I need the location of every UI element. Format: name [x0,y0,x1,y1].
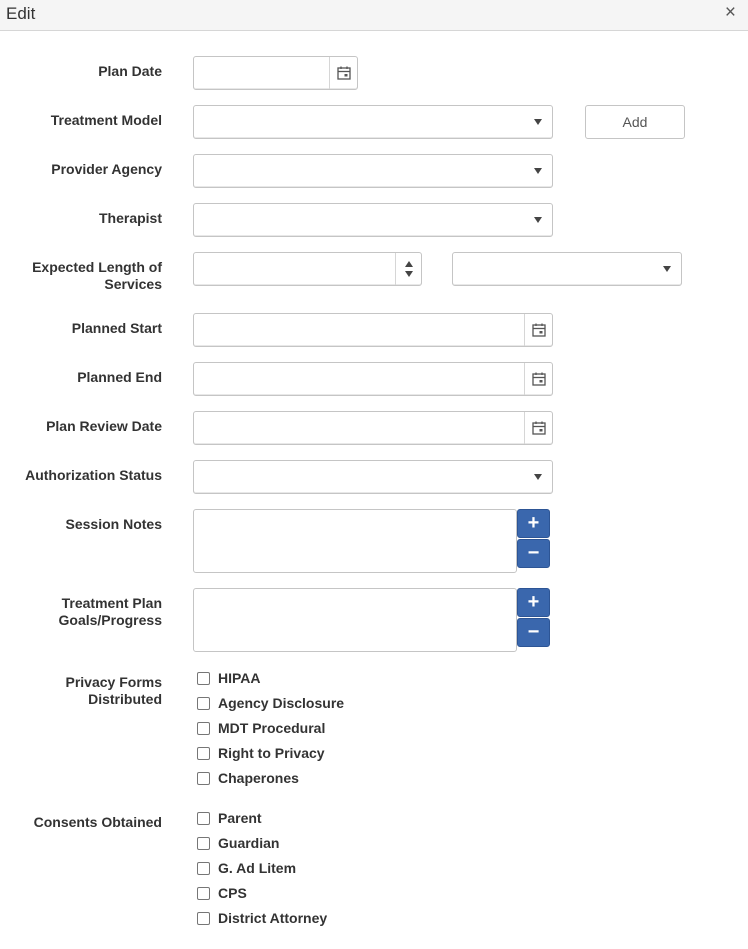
spinner-up-icon[interactable] [405,261,413,267]
checkbox-g-ad-litem[interactable] [197,858,296,878]
checkbox-label: HIPAA [218,670,261,686]
chevron-down-icon [534,168,542,174]
checkbox-label: CPS [218,885,247,901]
checkbox-box[interactable] [197,772,210,785]
treatment-model-label: Treatment Model [50,112,162,128]
session-notes-plus-button[interactable]: + [517,509,550,538]
privacy-forms-label [0,674,162,708]
checkbox-parent[interactable] [197,808,262,828]
checkbox-label: Chaperones [218,770,299,786]
checkbox-box[interactable] [197,812,210,825]
planned-end-input[interactable] [193,362,553,396]
session-notes-textarea[interactable] [193,509,517,573]
chevron-down-icon [663,266,671,272]
authorization-status-label: Authorization Status [25,467,162,483]
spinner-down-icon[interactable] [405,271,413,277]
treatment-goals-label-line1: Treatment Plan [61,595,162,611]
checkbox-box[interactable] [197,887,210,900]
calendar-icon[interactable] [524,314,552,346]
treatment-model-select[interactable] [193,105,553,139]
checkbox-cps[interactable] [197,883,247,903]
treatment-goals-minus-button[interactable]: − [517,618,550,647]
checkbox-label: Agency Disclosure [218,695,345,711]
planned-start-label: Planned Start [71,320,162,336]
expected-length-unit-select[interactable] [452,252,682,286]
checkbox-box[interactable] [197,862,210,875]
checkbox-box[interactable] [197,722,210,735]
checkbox-mdt-procedural[interactable] [197,718,325,738]
spinner-arrows-icon[interactable] [395,253,421,285]
treatment-goals-label-line2: Goals/Progress [58,612,162,628]
plan-date-label: Plan Date [98,63,162,79]
session-notes-label: Session Notes [65,516,162,532]
calendar-icon[interactable] [329,57,357,89]
checkbox-label: Guardian [218,835,280,851]
expected-length-label-line1: Expected Length of [32,259,162,275]
checkbox-label: MDT Procedural [218,720,326,736]
checkbox-label: G. Ad Litem [218,860,297,876]
provider-agency-select[interactable] [193,154,553,188]
checkbox-box[interactable] [197,837,210,850]
checkbox-label: Right to Privacy [218,745,325,761]
session-notes-minus-button[interactable]: − [517,539,550,568]
therapist-label: Therapist [98,210,162,226]
checkbox-label: Parent [218,810,262,826]
calendar-icon[interactable] [524,363,552,395]
checkbox-box[interactable] [197,912,210,925]
expected-length-label-line2: Services [104,276,162,292]
calendar-icon[interactable] [524,412,552,444]
close-icon[interactable]: × [724,2,736,23]
chevron-down-icon [534,119,542,125]
checkbox-label: District Attorney [218,910,328,926]
treatment-goals-label [0,595,162,629]
checkbox-agency-disclosure[interactable] [197,693,344,713]
planned-end-label: Planned End [77,369,162,385]
checkbox-guardian[interactable] [197,833,279,853]
treatment-goals-textarea[interactable] [193,588,517,652]
checkbox-box[interactable] [197,672,210,685]
checkbox-chaperones[interactable] [197,768,299,788]
dialog-title: Edit [6,4,36,23]
checkbox-box[interactable] [197,697,210,710]
therapist-select[interactable] [193,203,553,237]
provider-agency-label: Provider Agency [51,161,162,177]
chevron-down-icon [534,474,542,480]
dialog-titlebar [0,0,748,31]
privacy-forms-label-line1: Privacy Forms [65,674,162,690]
privacy-forms-label-line2: Distributed [88,691,162,707]
checkbox-right-to-privacy[interactable] [197,743,325,763]
plan-date-input[interactable] [193,56,358,90]
chevron-down-icon [534,217,542,223]
checkbox-district-attorney[interactable] [197,908,327,928]
expected-length-label [0,259,162,293]
treatment-goals-plus-button[interactable]: + [517,588,550,617]
planned-start-input[interactable] [193,313,553,347]
consents-obtained-label: Consents Obtained [33,814,162,830]
expected-length-number-input[interactable] [193,252,422,286]
add-treatment-model-button[interactable]: Add [585,105,685,139]
authorization-status-select[interactable] [193,460,553,494]
checkbox-hipaa[interactable] [197,668,261,688]
plan-review-date-input[interactable] [193,411,553,445]
plan-review-date-label: Plan Review Date [46,418,162,434]
checkbox-box[interactable] [197,747,210,760]
